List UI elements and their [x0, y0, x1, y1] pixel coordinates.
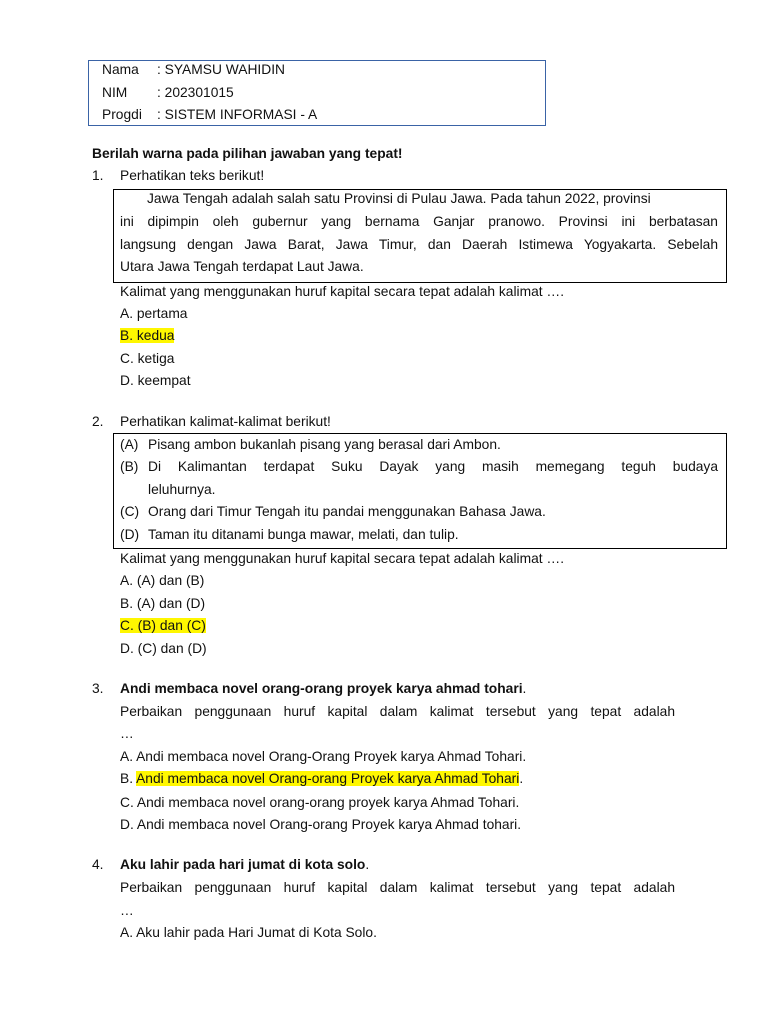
q2-item-d-text: Taman itu ditanami bunga mawar, melati, dan tulip. [148, 527, 459, 542]
q1-passage-line: Jawa Tengah adalah salah satu Provinsi di Pulau Jawa. Pada tahun 2022, provinsi [147, 191, 651, 206]
q2-item-d-label: (D) [120, 527, 140, 542]
q1-passage-line: Utara Jawa Tengah terdapat Laut Jawa. [120, 259, 364, 274]
q1-passage-line: ini dipimpin oleh gubernur yang bernama Ganjar pranowo. Provinsi ini berbatasan [120, 214, 718, 229]
q4-sentence-period: . [365, 857, 370, 872]
q2-item-a-text: Pisang ambon bukanlah pisang yang berasal dari Ambon. [148, 437, 501, 452]
q3-option-b[interactable] [120, 770, 523, 788]
q3-option-b-label: B. [120, 771, 137, 786]
q2-number: 2. [92, 414, 104, 429]
q1-prompt: Perhatikan teks berikut! [120, 168, 265, 183]
q4-sentence: Aku lahir pada hari jumat di kota solo [120, 857, 366, 872]
q2-item-c-label: (C) [120, 504, 140, 519]
q2-question: Kalimat yang menggunakan huruf kapital secara tepat adalah kalimat …. [120, 551, 565, 566]
q4-number: 4. [92, 857, 104, 872]
q2-option-b[interactable]: B. (A) dan (D) [120, 596, 206, 611]
q4-option-a[interactable]: A. Aku lahir pada Hari Jumat di Kota Solo. [120, 925, 377, 940]
q3-question: Perbaikan penggunaan huruf kapital dalam kalimat tersebut yang tepat adalah [120, 704, 675, 719]
q3-sentence: Andi membaca novel orang-orang proyek karya ahmad tohari [120, 681, 523, 696]
nama-value: : SYAMSU WAHIDIN [157, 62, 286, 77]
q3-option-c[interactable]: C. Andi membaca novel orang-orang proyek karya Ahmad Tohari. [120, 795, 520, 810]
instruction-heading: Berilah warna pada pilihan jawaban yang tepat! [92, 146, 403, 161]
q1-number: 1. [92, 168, 104, 183]
q1-option-d[interactable]: D. keempat [120, 373, 191, 388]
nama-label: Nama [102, 62, 139, 77]
q3-number: 3. [92, 681, 104, 696]
q3-option-d[interactable]: D. Andi membaca novel Orang-orang Proyek karya Ahmad tohari. [120, 817, 522, 832]
q1-option-c[interactable]: C. ketiga [120, 351, 175, 366]
q2-item-b-text-cont: leluhurnya. [148, 482, 216, 497]
q1-option-a[interactable]: A. pertama [120, 306, 188, 321]
q2-option-c[interactable]: C. (B) dan (C) [120, 618, 206, 633]
q2-item-a-label: (A) [120, 437, 139, 452]
q1-passage-line: langsung dengan Jawa Barat, Jawa Timur, dan Daerah Istimewa Yogyakarta. Sebelah [120, 237, 718, 252]
q1-option-b[interactable]: B. kedua [120, 328, 175, 343]
progdi-value: : SISTEM INFORMASI - A [157, 107, 318, 122]
nim-value: : 202301015 [157, 85, 234, 100]
q3-option-b-text: Andi membaca novel Orang-orang Proyek karya Ahmad Tohari [136, 771, 520, 786]
nim-label: NIM [102, 85, 128, 100]
q1-question: Kalimat yang menggunakan huruf kapital secara tepat adalah kalimat …. [120, 284, 565, 299]
q3-question-cont: … [120, 726, 134, 741]
q3-option-b-period: . [519, 771, 524, 786]
q2-option-d[interactable]: D. (C) dan (D) [120, 641, 207, 656]
q2-item-b-text: Di Kalimantan terdapat Suku Dayak yang masih memegang teguh budaya [148, 459, 718, 474]
q3-option-a[interactable]: A. Andi membaca novel Orang-Orang Proyek karya Ahmad Tohari. [120, 749, 527, 764]
q2-option-a[interactable]: A. (A) dan (B) [120, 573, 205, 588]
q2-prompt: Perhatikan kalimat-kalimat berikut! [120, 414, 331, 429]
q3-sentence-period: . [522, 681, 527, 696]
progdi-label: Progdi [102, 107, 142, 122]
q4-question: Perbaikan penggunaan huruf kapital dalam kalimat tersebut yang tepat adalah [120, 880, 675, 895]
q2-item-b-label: (B) [120, 459, 139, 474]
q2-item-c-text: Orang dari Timur Tengah itu pandai menggunakan Bahasa Jawa. [148, 504, 546, 519]
q4-question-cont: … [120, 903, 134, 918]
